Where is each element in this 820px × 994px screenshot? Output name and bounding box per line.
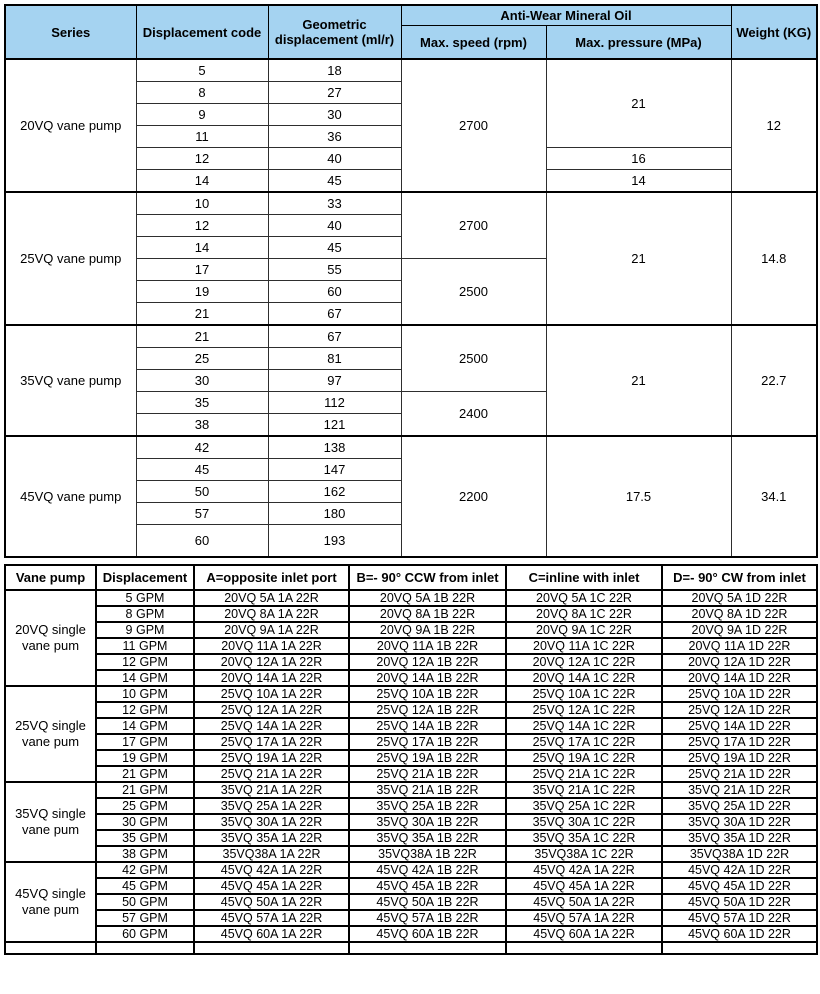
pump-spec-table	[4, 4, 818, 558]
displacement-code-cell: 42	[136, 436, 268, 459]
gpm-cell: 10 GPM	[96, 686, 194, 702]
model-b-cell: 20VQ 14A 1B 22R	[349, 670, 506, 686]
geometric-displacement-cell: 147	[268, 459, 401, 481]
model-a-cell: 25VQ 10A 1A 22R	[194, 686, 349, 702]
model-b-cell: 45VQ 50A 1B 22R	[349, 894, 506, 910]
model-b-cell: 25VQ 12A 1B 22R	[349, 702, 506, 718]
displacement-code-cell: 30	[136, 370, 268, 392]
col-header-anti-wear-oil-group: Anti-Wear Mineral Oil	[401, 5, 731, 26]
model-d-cell: 35VQ 25A 1D 22R	[662, 798, 817, 814]
displacement-code-cell: 12	[136, 148, 268, 170]
max-pressure-cell: 16	[546, 148, 731, 170]
model-c-cell: 35VQ 21A 1C 22R	[506, 782, 662, 798]
model-d-cell: 35VQ 21A 1D 22R	[662, 782, 817, 798]
model-c-cell: 35VQ 35A 1C 22R	[506, 830, 662, 846]
model-a-cell: 45VQ 57A 1A 22R	[194, 910, 349, 926]
gpm-cell: 5 GPM	[96, 590, 194, 606]
model-c-cell: 20VQ 11A 1C 22R	[506, 638, 662, 654]
model-c-cell: 25VQ 19A 1C 22R	[506, 750, 662, 766]
geometric-displacement-cell: 30	[268, 104, 401, 126]
geometric-displacement-cell: 121	[268, 414, 401, 437]
gpm-cell: 57 GPM	[96, 910, 194, 926]
model-c-cell: 20VQ 14A 1C 22R	[506, 670, 662, 686]
empty-cell	[5, 942, 96, 954]
model-table-row	[5, 830, 817, 846]
gpm-cell: 25 GPM	[96, 798, 194, 814]
model-d-cell: 20VQ 9A 1D 22R	[662, 622, 817, 638]
model-c-cell: 20VQ 8A 1C 22R	[506, 606, 662, 622]
model-d-cell: 25VQ 19A 1D 22R	[662, 750, 817, 766]
model-d-cell: 25VQ 12A 1D 22R	[662, 702, 817, 718]
model-c-cell: 25VQ 12A 1C 22R	[506, 702, 662, 718]
model-a-cell: 35VQ38A 1A 22R	[194, 846, 349, 862]
model-a-cell: 20VQ 8A 1A 22R	[194, 606, 349, 622]
model-c-cell: 25VQ 14A 1C 22R	[506, 718, 662, 734]
empty-cell	[506, 942, 662, 954]
model-b-cell: 45VQ 57A 1B 22R	[349, 910, 506, 926]
max-pressure-cell: 21	[546, 192, 731, 325]
model-d-cell: 20VQ 5A 1D 22R	[662, 590, 817, 606]
gpm-cell: 8 GPM	[96, 606, 194, 622]
model-a-cell: 25VQ 19A 1A 22R	[194, 750, 349, 766]
model-c-cell: 20VQ 5A 1C 22R	[506, 590, 662, 606]
max-speed-cell: 2700	[401, 192, 546, 259]
model-b-cell: 35VQ38A 1B 22R	[349, 846, 506, 862]
model-d-cell: 20VQ 11A 1D 22R	[662, 638, 817, 654]
geometric-displacement-cell: 67	[268, 303, 401, 326]
gpm-cell: 38 GPM	[96, 846, 194, 862]
geometric-displacement-cell: 97	[268, 370, 401, 392]
model-a-cell: 35VQ 35A 1A 22R	[194, 830, 349, 846]
model-b-cell: 35VQ 21A 1B 22R	[349, 782, 506, 798]
col-header-series: Series	[5, 5, 136, 59]
model-b-cell: 45VQ 45A 1B 22R	[349, 878, 506, 894]
col-header-displacement-code: Displacement code	[136, 5, 268, 59]
model-b-cell: 35VQ 35A 1B 22R	[349, 830, 506, 846]
model-b-cell: 25VQ 21A 1B 22R	[349, 766, 506, 782]
datasheet-page	[0, 4, 820, 994]
geometric-displacement-cell: 45	[268, 170, 401, 193]
gpm-cell: 17 GPM	[96, 734, 194, 750]
model-c-cell: 35VQ 30A 1C 22R	[506, 814, 662, 830]
model-b-cell: 20VQ 9A 1B 22R	[349, 622, 506, 638]
col-header-max-speed: Max. speed (rpm)	[401, 26, 546, 60]
displacement-code-cell: 14	[136, 170, 268, 193]
model-a-cell: 25VQ 17A 1A 22R	[194, 734, 349, 750]
model-c-cell: 20VQ 12A 1C 22R	[506, 654, 662, 670]
model-a-cell: 35VQ 21A 1A 22R	[194, 782, 349, 798]
model-table-row	[5, 782, 817, 798]
model-table-row	[5, 894, 817, 910]
displacement-code-cell: 5	[136, 59, 268, 82]
model-table-body	[5, 590, 817, 954]
gpm-cell: 12 GPM	[96, 702, 194, 718]
pump-group-cell: 45VQ single vane pum	[5, 862, 96, 942]
max-speed-cell: 2500	[401, 259, 546, 326]
geometric-displacement-cell: 33	[268, 192, 401, 215]
model-d-cell: 35VQ 30A 1D 22R	[662, 814, 817, 830]
model-c-cell: 45VQ 42A 1A 22R	[506, 862, 662, 878]
col-header-weight: Weight (KG)	[731, 5, 817, 59]
geometric-displacement-cell: 40	[268, 148, 401, 170]
model-table-row	[5, 926, 817, 942]
model-d-cell: 45VQ 57A 1D 22R	[662, 910, 817, 926]
gpm-cell: 35 GPM	[96, 830, 194, 846]
model-c-cell: 35VQ38A 1C 22R	[506, 846, 662, 862]
geometric-displacement-cell: 60	[268, 281, 401, 303]
geometric-displacement-cell: 27	[268, 82, 401, 104]
model-d-cell: 35VQ38A 1D 22R	[662, 846, 817, 862]
displacement-code-cell: 8	[136, 82, 268, 104]
model-table-row	[5, 686, 817, 702]
model-a-cell: 20VQ 9A 1A 22R	[194, 622, 349, 638]
col-header-port-a: A=opposite inlet port	[194, 565, 349, 590]
model-b-cell: 45VQ 42A 1B 22R	[349, 862, 506, 878]
geometric-displacement-cell: 162	[268, 481, 401, 503]
model-b-cell: 45VQ 60A 1B 22R	[349, 926, 506, 942]
model-c-cell: 45VQ 60A 1A 22R	[506, 926, 662, 942]
model-d-cell: 20VQ 8A 1D 22R	[662, 606, 817, 622]
model-d-cell: 25VQ 21A 1D 22R	[662, 766, 817, 782]
gpm-cell: 21 GPM	[96, 782, 194, 798]
geometric-displacement-cell: 112	[268, 392, 401, 414]
weight-cell: 34.1	[731, 436, 817, 557]
max-pressure-cell: 14	[546, 170, 731, 193]
geometric-displacement-cell: 18	[268, 59, 401, 82]
geometric-displacement-cell: 67	[268, 325, 401, 348]
empty-cell	[349, 942, 506, 954]
col-header-displacement: Displacement	[96, 565, 194, 590]
max-speed-cell: 2700	[401, 59, 546, 192]
model-a-cell: 25VQ 12A 1A 22R	[194, 702, 349, 718]
displacement-code-cell: 45	[136, 459, 268, 481]
geometric-displacement-cell: 81	[268, 348, 401, 370]
model-c-cell: 25VQ 21A 1C 22R	[506, 766, 662, 782]
series-cell: 45VQ vane pump	[5, 436, 136, 557]
model-a-cell: 20VQ 12A 1A 22R	[194, 654, 349, 670]
model-c-cell: 20VQ 9A 1C 22R	[506, 622, 662, 638]
gpm-cell: 19 GPM	[96, 750, 194, 766]
geometric-displacement-cell: 193	[268, 525, 401, 558]
gpm-cell: 45 GPM	[96, 878, 194, 894]
model-table-row	[5, 670, 817, 686]
displacement-code-cell: 35	[136, 392, 268, 414]
max-speed-cell: 2500	[401, 325, 546, 392]
model-a-cell: 20VQ 14A 1A 22R	[194, 670, 349, 686]
empty-cell	[194, 942, 349, 954]
displacement-code-cell: 9	[136, 104, 268, 126]
model-a-cell: 45VQ 50A 1A 22R	[194, 894, 349, 910]
model-d-cell: 45VQ 45A 1D 22R	[662, 878, 817, 894]
model-d-cell: 45VQ 42A 1D 22R	[662, 862, 817, 878]
model-c-cell: 25VQ 17A 1C 22R	[506, 734, 662, 750]
spec-table-row	[5, 436, 817, 459]
model-table-row	[5, 814, 817, 830]
gpm-cell: 21 GPM	[96, 766, 194, 782]
spec-table-row	[5, 59, 817, 82]
model-table-row	[5, 798, 817, 814]
model-code-table	[4, 564, 818, 955]
model-a-cell: 45VQ 42A 1A 22R	[194, 862, 349, 878]
model-c-cell: 25VQ 10A 1C 22R	[506, 686, 662, 702]
model-a-cell: 25VQ 14A 1A 22R	[194, 718, 349, 734]
col-header-vane-pump: Vane pump	[5, 565, 96, 590]
weight-cell: 14.8	[731, 192, 817, 325]
model-a-cell: 35VQ 25A 1A 22R	[194, 798, 349, 814]
col-header-port-d: D=- 90° CW from inlet	[662, 565, 817, 590]
gpm-cell: 11 GPM	[96, 638, 194, 654]
model-d-cell: 20VQ 12A 1D 22R	[662, 654, 817, 670]
gpm-cell: 60 GPM	[96, 926, 194, 942]
model-b-cell: 25VQ 10A 1B 22R	[349, 686, 506, 702]
model-table-row	[5, 590, 817, 606]
gpm-cell: 30 GPM	[96, 814, 194, 830]
gpm-cell: 9 GPM	[96, 622, 194, 638]
model-table-row	[5, 910, 817, 926]
model-d-cell: 25VQ 10A 1D 22R	[662, 686, 817, 702]
model-table-row-partial	[5, 942, 817, 954]
displacement-code-cell: 11	[136, 126, 268, 148]
model-c-cell: 45VQ 45A 1A 22R	[506, 878, 662, 894]
col-header-port-c: C=inline with inlet	[506, 565, 662, 590]
geometric-displacement-cell: 36	[268, 126, 401, 148]
model-table-row	[5, 734, 817, 750]
model-c-cell: 35VQ 25A 1C 22R	[506, 798, 662, 814]
geometric-displacement-cell: 45	[268, 237, 401, 259]
model-b-cell: 20VQ 11A 1B 22R	[349, 638, 506, 654]
geometric-displacement-cell: 40	[268, 215, 401, 237]
max-speed-cell: 2400	[401, 392, 546, 437]
displacement-code-cell: 50	[136, 481, 268, 503]
gpm-cell: 50 GPM	[96, 894, 194, 910]
gpm-cell: 14 GPM	[96, 670, 194, 686]
model-table-row	[5, 718, 817, 734]
displacement-code-cell: 19	[136, 281, 268, 303]
model-table-header	[5, 565, 817, 590]
model-table-row	[5, 878, 817, 894]
max-pressure-cell: 21	[546, 325, 731, 436]
model-d-cell: 25VQ 17A 1D 22R	[662, 734, 817, 750]
pump-group-cell: 35VQ single vane pum	[5, 782, 96, 862]
model-b-cell: 25VQ 17A 1B 22R	[349, 734, 506, 750]
spec-table-row	[5, 325, 817, 348]
empty-cell	[662, 942, 817, 954]
model-b-cell: 25VQ 14A 1B 22R	[349, 718, 506, 734]
displacement-code-cell: 10	[136, 192, 268, 215]
model-a-cell: 20VQ 11A 1A 22R	[194, 638, 349, 654]
series-cell: 25VQ vane pump	[5, 192, 136, 325]
displacement-code-cell: 25	[136, 348, 268, 370]
displacement-code-cell: 21	[136, 303, 268, 326]
col-header-max-pressure: Max. pressure (MPa)	[546, 26, 731, 60]
displacement-code-cell: 60	[136, 525, 268, 558]
model-d-cell: 35VQ 35A 1D 22R	[662, 830, 817, 846]
series-cell: 35VQ vane pump	[5, 325, 136, 436]
series-cell: 20VQ vane pump	[5, 59, 136, 192]
geometric-displacement-cell: 55	[268, 259, 401, 281]
model-table-row	[5, 622, 817, 638]
model-a-cell: 35VQ 30A 1A 22R	[194, 814, 349, 830]
displacement-code-cell: 21	[136, 325, 268, 348]
model-table-row	[5, 654, 817, 670]
spec-table-row	[5, 192, 817, 215]
displacement-code-cell: 12	[136, 215, 268, 237]
model-d-cell: 45VQ 50A 1D 22R	[662, 894, 817, 910]
model-b-cell: 20VQ 8A 1B 22R	[349, 606, 506, 622]
model-b-cell: 25VQ 19A 1B 22R	[349, 750, 506, 766]
max-pressure-cell: 21	[546, 59, 731, 148]
model-d-cell: 45VQ 60A 1D 22R	[662, 926, 817, 942]
model-a-cell: 45VQ 60A 1A 22R	[194, 926, 349, 942]
model-table-row	[5, 766, 817, 782]
model-b-cell: 20VQ 5A 1B 22R	[349, 590, 506, 606]
model-b-cell: 20VQ 12A 1B 22R	[349, 654, 506, 670]
gpm-cell: 12 GPM	[96, 654, 194, 670]
model-d-cell: 25VQ 14A 1D 22R	[662, 718, 817, 734]
model-c-cell: 45VQ 50A 1A 22R	[506, 894, 662, 910]
displacement-code-cell: 57	[136, 503, 268, 525]
model-table-row	[5, 638, 817, 654]
col-header-geometric-displacement: Geometric displacement (ml/r)	[268, 5, 401, 59]
spec-table-header	[5, 5, 817, 59]
model-b-cell: 35VQ 30A 1B 22R	[349, 814, 506, 830]
model-table-row	[5, 750, 817, 766]
model-table-row	[5, 862, 817, 878]
model-a-cell: 45VQ 45A 1A 22R	[194, 878, 349, 894]
pump-group-cell: 25VQ single vane pum	[5, 686, 96, 782]
empty-cell	[96, 942, 194, 954]
model-a-cell: 25VQ 21A 1A 22R	[194, 766, 349, 782]
gpm-cell: 42 GPM	[96, 862, 194, 878]
model-d-cell: 20VQ 14A 1D 22R	[662, 670, 817, 686]
displacement-code-cell: 14	[136, 237, 268, 259]
geometric-displacement-cell: 138	[268, 436, 401, 459]
geometric-displacement-cell: 180	[268, 503, 401, 525]
model-a-cell: 20VQ 5A 1A 22R	[194, 590, 349, 606]
weight-cell: 12	[731, 59, 817, 192]
gpm-cell: 14 GPM	[96, 718, 194, 734]
model-b-cell: 35VQ 25A 1B 22R	[349, 798, 506, 814]
model-table-row	[5, 606, 817, 622]
col-header-port-b: B=- 90° CCW from inlet	[349, 565, 506, 590]
max-pressure-cell: 17.5	[546, 436, 731, 557]
model-c-cell: 45VQ 57A 1A 22R	[506, 910, 662, 926]
weight-cell: 22.7	[731, 325, 817, 436]
max-speed-cell: 2200	[401, 436, 546, 557]
pump-group-cell: 20VQ single vane pum	[5, 590, 96, 686]
spec-table-body	[5, 59, 817, 557]
model-table-row	[5, 702, 817, 718]
model-table-row	[5, 846, 817, 862]
displacement-code-cell: 38	[136, 414, 268, 437]
displacement-code-cell: 17	[136, 259, 268, 281]
